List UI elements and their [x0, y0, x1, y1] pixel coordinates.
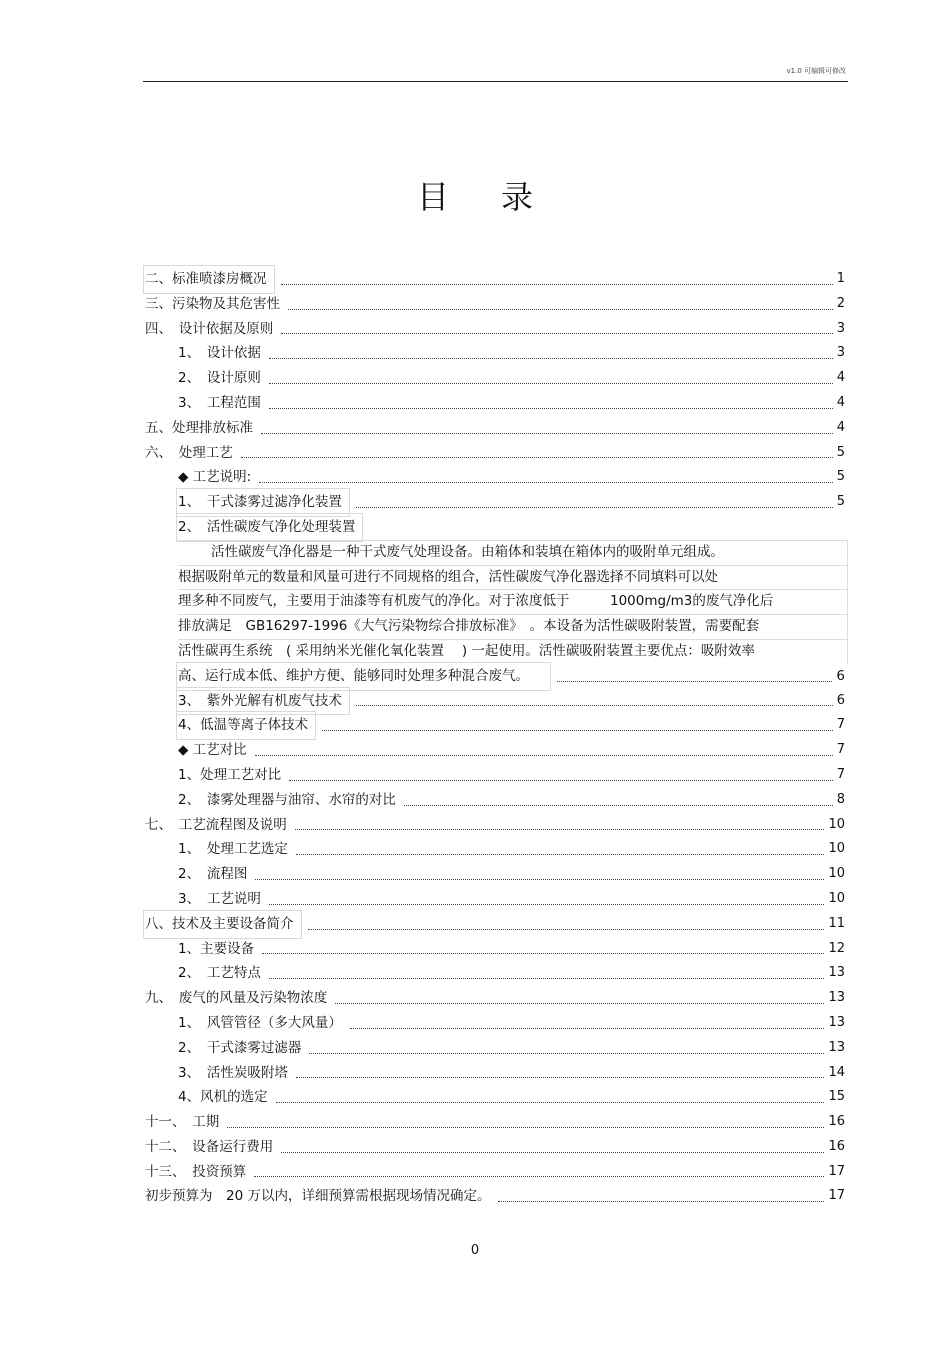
toc-page-number: 10 — [828, 890, 845, 906]
toc-entry[interactable] — [145, 763, 845, 788]
toc-page-number: 13 — [828, 965, 845, 981]
toc-entry[interactable] — [145, 1011, 845, 1036]
toc-entry-label: 十三、 投资预算 — [145, 1163, 247, 1180]
header-version-note: v1.0 可编辑可修改 — [786, 67, 846, 75]
toc-leader-dots — [296, 1077, 825, 1078]
toc-entry[interactable] — [145, 937, 845, 962]
toc-entry-label: 十一、 工期 — [145, 1114, 220, 1131]
toc-page-number: 5 — [836, 494, 845, 510]
toc-entry[interactable] — [145, 689, 845, 714]
toc-entry-label: 3、 紫外光解有机废气技术 — [178, 689, 348, 714]
toc-leader-dots — [404, 805, 833, 806]
toc-entry-label: 1、 风管管径（多大风量） — [178, 1014, 342, 1031]
toc-entry[interactable] — [145, 465, 845, 490]
toc-entry[interactable] — [145, 837, 845, 862]
toc-page-number: 16 — [828, 1114, 845, 1130]
toc-leader-dots — [281, 1152, 824, 1153]
toc-leader-dots — [269, 978, 825, 979]
paragraph-line-text: 根据吸附单元的数量和风量可进行不同规格的组合，活性碳废气净化器选择不同填料可以处 — [178, 568, 718, 585]
toc-page-number: 4 — [836, 419, 845, 435]
toc-entry-label: 1、 设计依据 — [178, 345, 261, 362]
title-char-1: 目 — [416, 178, 449, 216]
toc-entry[interactable] — [145, 1135, 845, 1160]
toc-leader-dots — [269, 408, 833, 409]
toc-entry[interactable] — [145, 391, 845, 416]
toc-page-number: 17 — [828, 1188, 845, 1204]
toc-paragraph — [145, 540, 845, 689]
toc-entry[interactable] — [145, 986, 845, 1011]
toc-leader-dots — [350, 1028, 825, 1029]
toc-entry-label: 五、处理排放标准 — [145, 419, 253, 436]
toc-entry-label: 2、 干式漆雾过滤器 — [178, 1039, 302, 1056]
toc-entry-label: 九、 废气的风量及污染物浓度 — [145, 990, 328, 1007]
paragraph-line-text: 活性碳废气净化器是一种干式废气处理设备。由箱体和装填在箱体内的吸附单元组成。 — [211, 543, 724, 560]
toc-leader-dots — [276, 1102, 825, 1103]
toc-entry[interactable] — [145, 961, 845, 986]
toc-leader-dots — [261, 433, 833, 434]
toc-entry-label: 2、 漆雾处理器与油帘、水帘的对比 — [178, 791, 396, 808]
toc-entry[interactable] — [145, 341, 845, 366]
toc-entry-label: 六、 处理工艺 — [145, 444, 233, 461]
toc-leader-dots — [259, 482, 832, 483]
toc-entry-label: ◆ 工艺对比 — [178, 742, 247, 759]
toc-page-number: 3 — [836, 320, 845, 336]
toc-page-number: 14 — [828, 1064, 845, 1080]
toc-leader-dots — [356, 507, 833, 508]
toc-entry[interactable] — [145, 813, 845, 838]
toc-entry[interactable] — [145, 515, 845, 540]
toc-entry[interactable] — [145, 1085, 845, 1110]
toc-leader-dots — [269, 383, 833, 384]
toc-leader-dots — [269, 904, 825, 905]
toc-leader-dots — [255, 755, 833, 756]
toc-leader-dots — [356, 705, 833, 706]
toc-page-number: 13 — [828, 1014, 845, 1030]
toc-leader-dots — [241, 457, 833, 458]
toc-entry[interactable] — [145, 1110, 845, 1135]
toc-leader-dots — [289, 780, 833, 781]
toc-entry-label: 四、 设计依据及原则 — [145, 320, 274, 337]
table-of-contents — [145, 267, 845, 1209]
toc-entry[interactable] — [145, 1061, 845, 1086]
toc-entry-label: 1、处理工艺对比 — [178, 766, 282, 783]
toc-entry[interactable] — [145, 713, 845, 738]
paragraph-line-text: 活性碳再生系统 ( 采用纳米光催化氧化装置 ) 一起使用。活性碳吸附装置主要优点：吸附效率 — [178, 642, 755, 659]
paragraph-line — [178, 565, 848, 590]
toc-leader-dots — [322, 730, 833, 731]
toc-entry-label: 3、 活性炭吸附塔 — [178, 1064, 288, 1081]
toc-page-number: 10 — [828, 816, 845, 832]
toc-entry-label: 4、风机的选定 — [178, 1089, 268, 1106]
paragraph-line — [178, 589, 848, 614]
paragraph-line-text: 排放满足 GB16297-1996《大气污染物综合排放标准》 。本设备为活性碳吸附装置，需要配套 — [178, 618, 760, 635]
toc-page-number: 10 — [828, 866, 845, 882]
paragraph-line — [178, 614, 848, 639]
toc-page-number: 6 — [836, 667, 845, 684]
toc-entry[interactable] — [145, 267, 845, 292]
toc-leader-dots — [281, 284, 833, 285]
toc-leader-dots — [557, 681, 832, 682]
toc-entry[interactable] — [145, 738, 845, 763]
toc-entry-label: 二、标准喷漆房概况 — [145, 267, 273, 292]
toc-entry-label: 2、 设计原则 — [178, 370, 261, 387]
toc-page-number: 5 — [836, 469, 845, 485]
toc-entry[interactable] — [145, 416, 845, 441]
toc-leader-dots — [262, 953, 824, 954]
toc-entry-label: 三、污染物及其危害性 — [145, 295, 280, 312]
paragraph-last-line[interactable] — [178, 664, 845, 689]
toc-leader-dots — [269, 358, 833, 359]
toc-section-before — [145, 267, 845, 540]
toc-leader-dots — [295, 829, 825, 830]
page-title — [0, 172, 950, 218]
toc-leader-dots — [281, 333, 832, 334]
toc-leader-dots — [498, 1201, 824, 1202]
paragraph-last-line-text: 高、运行成本低、维护方便、能够同时处理多种混合废气。 — [178, 664, 549, 689]
header-rule — [143, 81, 848, 82]
toc-page-number: 1 — [836, 271, 845, 286]
toc-entry-label: ◆ 工艺说明: — [178, 469, 252, 486]
toc-entry[interactable] — [145, 1160, 845, 1185]
toc-entry-label: 十二、 设备运行费用 — [145, 1138, 274, 1155]
toc-leader-dots — [335, 1003, 824, 1004]
toc-entry-label: 2、 工艺特点 — [178, 965, 261, 982]
toc-entry-label: 八、技术及主要设备简介 — [145, 912, 300, 937]
toc-entry-label: 3、 工程范围 — [178, 394, 261, 411]
title-char-2: 录 — [501, 178, 534, 216]
toc-entry[interactable] — [145, 366, 845, 391]
toc-page-number: 8 — [836, 791, 845, 807]
toc-entry[interactable] — [145, 887, 845, 912]
toc-page-number: 11 — [828, 915, 845, 931]
toc-page-number: 7 — [836, 717, 845, 733]
toc-entry-label: 3、 工艺说明 — [178, 890, 261, 907]
toc-leader-dots — [255, 879, 824, 880]
toc-entry-label: 1、 干式漆雾过滤净化装置 — [178, 490, 348, 515]
toc-leader-dots — [308, 929, 825, 930]
toc-section-after — [145, 689, 845, 1210]
toc-entry-label: 2、 流程图 — [178, 866, 248, 883]
footer-page-number: 0 — [470, 1243, 480, 1258]
toc-entry-label: 1、主要设备 — [178, 940, 255, 957]
toc-leader-dots — [296, 854, 825, 855]
toc-page-number: 13 — [828, 990, 845, 1006]
toc-page-number: 7 — [836, 766, 845, 782]
toc-entry[interactable] — [145, 788, 845, 813]
toc-entry-label: 2、 活性碳废气净化处理装置 — [178, 515, 361, 540]
toc-page-number: 13 — [828, 1039, 845, 1055]
toc-page-number: 3 — [836, 345, 845, 361]
toc-entry[interactable] — [145, 441, 845, 466]
toc-entry[interactable] — [145, 490, 845, 515]
toc-leader-dots — [254, 1176, 824, 1177]
toc-leader-dots — [288, 309, 833, 310]
toc-entry[interactable] — [145, 912, 845, 937]
toc-page-number: 10 — [828, 841, 845, 857]
toc-page-number: 15 — [828, 1089, 845, 1105]
toc-page-number: 12 — [828, 940, 845, 956]
toc-entry[interactable] — [145, 862, 845, 887]
toc-page-number: 16 — [828, 1138, 845, 1154]
toc-page-number: 4 — [836, 370, 845, 386]
toc-entry[interactable] — [145, 292, 845, 317]
toc-page-number: 7 — [836, 742, 845, 758]
paragraph-line — [178, 639, 848, 664]
toc-entry-label: 初步预算为 20 万以内，详细预算需根据现场情况确定。 — [145, 1188, 491, 1205]
toc-page-number: 2 — [836, 295, 845, 311]
toc-page-number: 17 — [828, 1163, 845, 1179]
toc-page-number: 4 — [836, 394, 845, 410]
toc-entry[interactable] — [145, 1036, 845, 1061]
toc-page-number: 5 — [836, 444, 845, 460]
paragraph-line — [178, 540, 848, 565]
toc-entry-label: 七、 工艺流程图及说明 — [145, 816, 287, 833]
toc-page-number: 6 — [836, 692, 845, 708]
paragraph-line-text: 理多种不同废气，主要用于油漆等有机废气的净化。对于浓度低于 1000mg/m3的废气净化后 — [178, 593, 774, 610]
toc-leader-dots — [309, 1053, 824, 1054]
toc-entry-label: 1、 处理工艺选定 — [178, 841, 288, 858]
toc-entry-label: 4、低温等离子体技术 — [178, 713, 314, 738]
toc-leader-dots — [227, 1127, 824, 1128]
toc-entry[interactable] — [145, 1184, 845, 1209]
toc-entry[interactable] — [145, 317, 845, 342]
